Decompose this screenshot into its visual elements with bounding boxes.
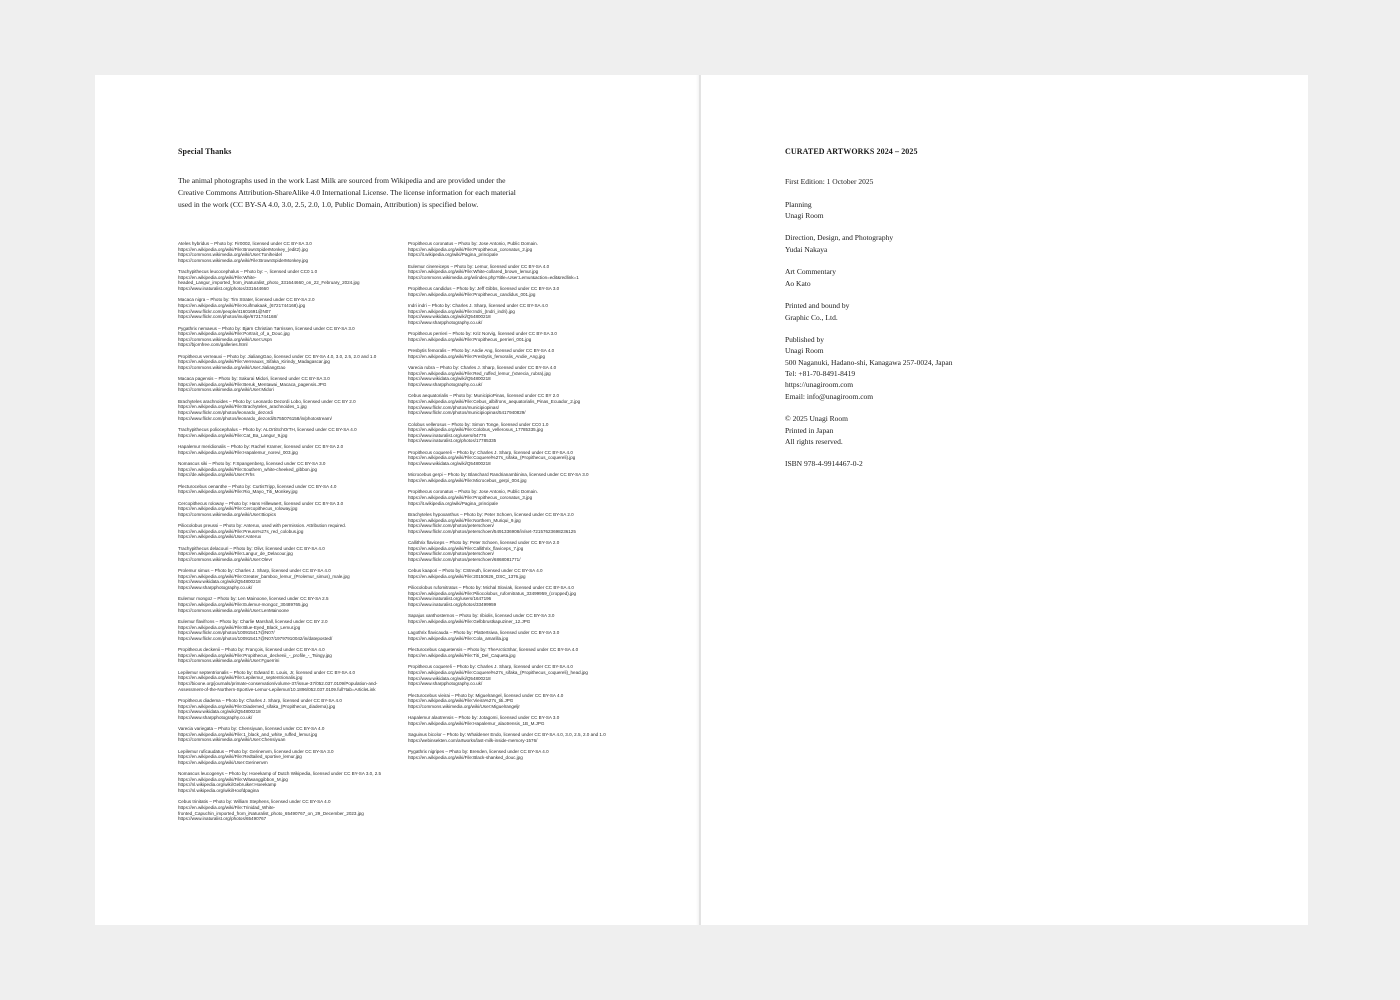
colophon-block <box>785 232 1105 255</box>
credit-source-url: https://www.wikidata.org/wiki/Q54800218 <box>408 314 491 320</box>
colophon-block <box>785 413 1105 447</box>
colophon-block <box>785 300 1105 323</box>
credit-source-url: https://www.sharpphotography.co.uk/ <box>178 714 253 720</box>
colophon-block <box>785 199 1105 222</box>
credit-entry <box>178 647 398 664</box>
colophon-line: Printed and bound by <box>785 301 850 311</box>
credit-source-url: https://en.wikipedia.org/wiki/File:Cercopithecus_roloway.jpg <box>178 506 298 512</box>
credit-source-url: https://en.wikipedia.org/wiki/File:Blue-Eyed_Black_Lemur.jpg <box>178 624 301 630</box>
credit-source-url: https://en.wikipedia.org/wiki/File:Langur_de_Delacour.jpg <box>178 551 293 557</box>
credit-source-url: https://www.inaturalist.org/users/64776 <box>408 432 487 438</box>
credit-entry <box>178 427 398 438</box>
credit-species-line: Hapalemur meridionalis – Photo by: Rachel Kramer, licensed under CC BY-SA 2.0 <box>178 444 344 449</box>
credit-source-url: https://en.wikipedia.org/wiki/File:Piliocolobus_rufomitratus_33499959_(cropped).jpg <box>408 590 577 596</box>
left-page <box>95 75 699 925</box>
credit-source-url: https://en.wikipedia.org/wiki/File:Indri_(Indri_indri).jpg <box>408 308 515 314</box>
credit-species-line: Prolemur simus – Photo by: Charles J. Sharp, licensed under CC BY-SA 4.0 <box>178 568 331 574</box>
credit-species-line: Plecturocebus caquetensis – Photo by: TheArcticShar, licensed under CC BY-SA 4.0 <box>408 647 579 653</box>
credits-column-left <box>178 241 398 828</box>
credit-source-url: https://www.wikidata.org/wiki/Q54800218 <box>408 460 491 466</box>
credit-source-url: https://en.wikipedia.org/wiki/File:BrownSpiderMonkey_(edit2).jpg <box>178 246 308 252</box>
credit-entry <box>408 241 628 258</box>
credit-source-url: https://en.wikipedia.org/wiki/File:Eulemur-mongoz_30489765.jpg <box>178 602 308 608</box>
credit-source-url: https://commons.wikimedia.org/wiki/User:JialiangGao <box>178 364 286 370</box>
credit-source-url: https://en.wikipedia.org/wiki/File:Northern_Muriqui_9.jpg <box>408 517 521 523</box>
credit-species-line: Lepilemur ruficaudatus – Photo by: Gerinenvm, licensed under CC BY-SA 3.0 <box>178 748 334 754</box>
credit-entry <box>408 472 628 483</box>
colophon-line: Graphic Co., Ltd. <box>785 312 838 322</box>
colophon-block <box>785 458 1105 469</box>
credit-species-line: Lepilemur septentrionalis – Photo by: Edward E. Louis, Jr, licensed under CC BY-SA 4.0 <box>178 669 356 675</box>
credit-source-url: https://bjornfree.com/galleries.html <box>178 342 248 348</box>
credit-source-url: https://commons.wikimedia.org/wiki/User:LenMainoone <box>178 607 289 613</box>
credit-source-url: https://en.wikipedia.org/wiki/File:20150626_DSC_1376.jpg <box>408 573 526 579</box>
credit-entry <box>178 749 398 766</box>
credit-source-url: https://commons.wikimedia.org/wiki/User:Fguerrini <box>178 658 280 664</box>
credit-source-url: https://en.wikipedia.org/wiki/User:Anterux <box>178 534 262 540</box>
credit-species-line: Sapajus xanthosternos – Photo by: ribiolis, licensed under CC BY-SA 3.0 <box>408 613 555 619</box>
colophon-block <box>785 266 1105 289</box>
credit-source-url: https://commons.wikimedia.org/wiki/File:BrownSpiderMonkey.jpg <box>178 257 309 263</box>
credit-source-url: https://en.wikipedia.org/wiki/File:Gelbbrustkapuziner_12.JPG <box>408 619 531 625</box>
credit-species-line: Propithecus diadema – Photo by: Charles J. Sharp, licensed under CC BY-SA 4.0 <box>178 697 342 703</box>
credit-source-url: https://en.wikipedia.org/wiki/File:Cola_amarilla.jpg <box>408 636 509 642</box>
credit-entry <box>408 512 628 534</box>
credit-entry <box>408 450 628 467</box>
credit-source-url: https://commons.wikimedia.org/wiki/User:Toniheidel <box>178 252 282 258</box>
credit-source-url: https://en.wikipedia.org/wiki/File:Propithecus_coronatus_2.jpg <box>408 246 533 252</box>
credit-species-line: Propithecus verreauxi – Photo by: JialiangGao, licensed under CC BY-SA 4.0, 3.0, 2.5, 2.0 and 1.0 <box>178 353 377 359</box>
credit-entry <box>408 422 628 444</box>
credit-species-line: Colobus vellerosus – Photo by: Simon Tonge, licensed under CC0 1.0 <box>408 421 549 427</box>
colophon-line: Art Commentary <box>785 267 837 277</box>
credit-source-url: https://www.wikidata.org/wiki/Q54800218 <box>178 709 261 715</box>
credit-entry <box>408 365 628 387</box>
credit-entry <box>408 613 628 624</box>
credit-species-line: Presbytis femoralis – Photo by: Andie Ang, licensed under CC BY-SA 4.0 <box>408 348 555 354</box>
credit-source-url: https://www.flickr.com/photos/100915417@N07/19797910042/in/dateposted/ <box>178 635 333 641</box>
credit-entry <box>178 619 398 641</box>
credit-entry <box>178 523 398 540</box>
credits-column-right <box>408 241 628 766</box>
credit-source-url: https://bioone.org/journals/primate-conservation/volume-37/issue-37/052.037.0109/Population-and-Assessment-of-the-Northern-Sportive-Lemur-Lepilemur/10.1896/052.037.0109.full?tab=ArticleLink <box>178 680 378 692</box>
credit-source-url: https://www.sharpphotography.co.uk/ <box>408 382 483 388</box>
credit-species-line: Varecia rubra – Photo by: Charles J. Sharp, licensed under CC BY-SA 4.0 <box>408 365 557 371</box>
credit-source-url: https://commons.wikimedia.org/wiki/User:Miguelrangeljr <box>408 703 520 709</box>
colophon-line: Yudai Nakaya <box>785 244 828 254</box>
credit-species-line: Eulemur flavifrons – Photo by: Charlie Marshall, licensed under CC BY 2.0 <box>178 619 328 625</box>
credit-entry <box>178 241 398 263</box>
credit-entry <box>178 399 398 421</box>
credit-species-line: Trachypithecus leucocephalus – Photo by: –, licensed under CC0 1.0 <box>178 269 318 275</box>
credit-source-url: https://www.inaturalist.org/users/1647196 <box>408 596 492 602</box>
credit-entry <box>408 749 628 760</box>
credit-species-line: Propithecus coronatus – Photo by: Jose Antonio, Public Domain. <box>408 241 538 246</box>
credit-source-url: https://en.wikipedia.org/wiki/File:Portrait_of_a_Douc.jpg <box>178 331 290 337</box>
credit-species-line: Eulemur cinereiceps – Photo by: Lemur, licensed under CC BY-SA 4.0 <box>408 263 550 269</box>
credit-source-url: https://en.wikipedia.org/wiki/File:Red_ruffed_lemur_(Varecia_rubra).jpg <box>408 370 551 376</box>
credit-source-url: https://nl.wikipedia.org/wiki/Gebruiker:Hoeekamp <box>178 782 277 788</box>
credit-source-url: https://commons.wikimedia.org/wiki/User:Chensiyuan <box>178 737 286 743</box>
credit-source-url: https://www.flickr.com/photos/peterschoen/ <box>408 551 494 557</box>
credit-species-line: Indri indri – Photo by: Charles J. Sharp, licensed under CC BY-SA 4.0 <box>408 303 548 309</box>
credit-source-url: https://www.wikidata.org/wiki/Q54800218 <box>408 376 491 382</box>
colophon-line: Ao Kato <box>785 278 811 288</box>
credit-species-line: Hapalemur alaotrensis – Photo by: Jotagomi, licensed under CC BY-SA 3.0 <box>408 715 560 721</box>
credit-species-line: Pygathrix nigripes – Photo by: Brenden, licensed under CC BY-SA 4.0 <box>408 749 549 755</box>
credit-source-url: https://www.flickr.com/photos/peterschoen/6868081771/ <box>408 556 521 562</box>
credit-source-url: https://www.wikidata.org/wiki/Q54800218 <box>408 675 491 681</box>
credit-entry <box>408 568 628 579</box>
credit-source-url: https://en.wikipedia.org/wiki/File:Witwanggibbon_M.jpg <box>178 776 288 782</box>
credit-source-url: https://en.wikipedia.org/wiki/File:Microcebus_gerpi_004.jpg <box>408 477 527 483</box>
colophon-line: Direction, Design, and Photography <box>785 233 894 243</box>
credit-entry <box>178 461 398 478</box>
credit-entry <box>178 799 398 821</box>
credit-source-url: https://commons.wikimedia.org/wiki/User:Olevr <box>178 556 273 562</box>
credit-source-url: https://commons.wikimedia.org/wiki/User:Midori <box>178 387 274 393</box>
credit-species-line: Cebus trinitatis – Photo by: William Stephens, licensed under CC BY-SA 4.0 <box>178 799 331 805</box>
credit-entry <box>178 484 398 495</box>
credit-species-line: Macaca pagensis – Photo by: Sakurai Midori, licensed under CC BY-SA 3.0 <box>178 376 330 382</box>
credit-source-url: https://en.wikipedia.org/wiki/File:Propithecus_candidus_001.jpg <box>408 291 536 297</box>
credit-species-line: Piliocolobus rufomitratus – Photo by: Michal Sloviak, licensed under CC BY-SA 4.0 <box>408 585 574 591</box>
credit-species-line: Eulemur mongoz – Photo by: Len Mainoone, licensed under CC BY-SA 2.5 <box>178 596 329 602</box>
credit-source-url: https://www.sharpphotography.co.uk/ <box>408 319 483 325</box>
credit-source-url: https://www.sharpphotography.co.uk/ <box>178 585 253 591</box>
credit-source-url: https://en.wikipedia.org/wiki/File:Hapalemur_alaotrensis_1B_M.JPG <box>408 720 545 726</box>
credit-source-url: https://en.wikipedia.org/wiki/File:Presbytis_femoralis_Andie_Ang.jpg <box>408 353 545 359</box>
credit-source-url: https://nl.wikipedia.org/wiki/Hoofdpagina <box>178 788 259 794</box>
credit-species-line: Piliocolobus preussi – Photo by: Anterux, used with permission. Attribution required. <box>178 523 347 529</box>
credit-source-url: https://www.flickr.com/photos/leonardo_dezordi/5755076158/in/photostream/ <box>178 415 332 421</box>
credit-source-url: https://www.inaturalist.org/photos/33499959 <box>408 602 497 608</box>
credit-source-url: https://en.wikipedia.org/wiki/File:Coquerel%27s_sifaka_(Propithecus_coquereli)_head.jpg <box>408 669 588 675</box>
colophon-details <box>785 176 1105 481</box>
credit-entry <box>178 297 398 319</box>
credit-species-line: Propithecus perrieri – Photo by: Kriz Norvig, licensed under CC BY-SA 3.0 <box>408 331 557 337</box>
credit-species-line: Macaca nigra – Photo by: Tim Strater, licensed under CC BY-SA 2.0 <box>178 297 315 303</box>
colophon-title: CURATED ARTWORKS 2024 – 2025 <box>785 147 918 156</box>
credit-source-url: https://en.wikipedia.org/wiki/File:Cat_Ba_Langur_9.jpg <box>178 432 288 438</box>
credit-source-url: https://en.wikipedia.org/wiki/File:Kuifmakaak_(6721744168).jpg <box>178 302 306 308</box>
credit-species-line: Propithecus candidus – Photo by: Jeff Gibbs, licensed under CC BY-SA 3.0 <box>408 286 560 292</box>
credit-source-url: https://it.wikipedia.org/wiki/Pagina_principale <box>408 500 498 506</box>
credit-source-url: https://www.inaturalist.org/photos/65490767 <box>178 816 267 822</box>
credit-entry <box>178 269 398 291</box>
credit-source-url: https://en.wikipedia.org/wiki/File:Coquerel%27s_sifaka_(Propithecus_coquereli).jpg <box>408 455 576 461</box>
credit-source-url: https://en.wikipedia.org/wiki/File:Propithecus_coronatus_3.jpg <box>408 494 533 500</box>
credit-source-url: https://en.wikipedia.org/wiki/File:Preuss%27s_red_colobus.jpg <box>178 528 304 534</box>
credit-source-url: https://www.flickr.com/photos/municipiopinas/5417940829/ <box>408 410 526 416</box>
credit-entry <box>408 393 628 415</box>
credit-entry <box>178 376 398 393</box>
credit-entry <box>408 348 628 359</box>
credit-source-url: https://en.wikipedia.org/wiki/File:Black-shanked_douc.jpg <box>408 754 523 760</box>
credit-entry <box>408 715 628 726</box>
credit-source-url: https://www.flickr.com/photos/leonardo_dezordi <box>178 410 273 416</box>
credit-source-url: https://en.wikipedia.org/wiki/File:Vieira%27s_titi.JPG <box>408 698 514 704</box>
credit-species-line: Lagothrix flavicauda – Photo by: Plattertsiwa, licensed under CC BY-SA 3.0 <box>408 630 560 636</box>
credit-species-line: Microcebus gerpi – Photo by: Blanchard Randrianambinina, licensed under CC BY-SA 3.0 <box>408 472 589 478</box>
colophon-line: Planning <box>785 199 812 209</box>
credit-species-line: Plecturocebus vieirai – Photo by: Miguelrangel, licensed under CC BY-SA 4.0 <box>408 692 564 698</box>
credit-species-line: Brachyteles arachnoides – Photo by: Leonardo Dezordi Lobo, licensed under CC BY 2.0 <box>178 398 356 404</box>
credit-source-url: https://en.wikipedia.org/wiki/File:Greater_bamboo_lemur_(Prolemur_simus)_male.jpg <box>178 573 350 579</box>
credit-entry <box>178 596 398 613</box>
credit-source-url: https://commons.wikimedia.org/w/index.php?title=User:Lemur&action=edit&redlink=1 <box>408 274 579 280</box>
credit-source-url: https://commons.wikimedia.org/wiki/User:Uspn <box>178 336 272 342</box>
credit-species-line: Callithrix flaviceps – Photo by: Peter Schoen, licensed under CC BY-SA 2.0 <box>408 540 560 546</box>
credit-species-line: Pygathrix nemaeus – Photo by: Bjørn Christian Tørrissen, licensed under CC BY-SA 3.0 <box>178 325 355 331</box>
credit-source-url: https://en.wikipedia.org/wiki/File:Beruk_Mentawai_Macaca_pagensis.JPG <box>178 381 327 387</box>
colophon-line: © 2025 Unagi Room <box>785 414 848 424</box>
credit-source-url: https://www.sharpphotography.co.uk/ <box>408 681 483 687</box>
credit-species-line: Cebus aequatorialis – Photo by: MunicipioPinas, licensed under CC BY 2.0 <box>408 393 560 399</box>
credit-source-url: https://en.wikipedia.org/wiki/File:Cebus_albifrons_aequatorialis_Pinas_Ecuador_2.jpg <box>408 399 581 405</box>
credit-source-url: https://de.wikipedia.org/wiki/User:Frhs <box>178 472 255 478</box>
credit-species-line: Brachyteles hypoxanthus – Photo by: Peter Schoen, licensed under CC BY-SA 2.0 <box>408 511 574 517</box>
credit-source-url: https://en.wikipedia.org/wiki/File:Hapalemur_norevi_003.jpg <box>178 449 298 455</box>
credit-entry <box>178 670 398 692</box>
credit-source-url: https://webinsekten.com/artworks/last-milk-inside-memory-1576/ <box>408 737 538 743</box>
credit-entry <box>178 354 398 371</box>
credit-entry <box>178 444 398 455</box>
credit-source-url: https://en.wikipedia.org/wiki/File:Titi_Del_Caqueta.jpg <box>408 653 516 658</box>
colophon-block <box>785 176 1105 187</box>
credit-species-line: Varecia variegata – Photo by: Chensiyuan, licensed under CC BY-SA 4.0 <box>178 726 325 732</box>
credit-entry <box>408 585 628 607</box>
license-intro-paragraph: The animal photographs used in the work Last Milk are sourced from Wikipedia and are provided under the Creative Commons Attribution-ShareAlike 4.0 International License. The license information for each material used in the work (CC BY-SA 4.0, 3.0, 2.5, 2.0, 1.0, Public Domain, Attribution) is specified below. <box>178 176 516 209</box>
credit-species-line: Saguinus bicolor – Photo by: Whaldener Endo, licensed under CC BY-SA 4.0, 3.0, 2.5, 2.0 and 1.0 <box>408 732 606 738</box>
credit-entry <box>408 664 628 686</box>
credit-source-url: https://www.inaturalist.org/photos/331644660 <box>178 285 269 291</box>
credit-source-url: https://commons.wikimedia.org/wiki/User:Biopics <box>178 511 277 517</box>
credit-entry <box>178 771 398 793</box>
credit-species-line: Trachypithecus delacouri – Photo by: Olivr, licensed under CC BY-SA 4.0 <box>178 545 325 551</box>
credit-source-url: https://en.wikipedia.org/wiki/File:Verreauxs_Sifaka_Kirindy_Madagascar.jpg <box>178 359 330 365</box>
credit-source-url: https://en.wikipedia.org/wiki/File:Propithecus_deckenii_-_profile_-_Tsingy.jpg <box>178 652 332 658</box>
credit-species-line: Nomascus siki – Photo by: F.Spangenberg, licensed under CC BY-SA 3.0 <box>178 460 326 466</box>
credit-source-url: https://en.wikipedia.org/wiki/File:Diademed_sifaka_(Propithecus_diadema).jpg <box>178 703 336 709</box>
colophon-line: Email: info@unagiroom.com <box>785 391 874 401</box>
credit-entry <box>178 546 398 563</box>
right-page <box>701 75 1308 925</box>
credit-species-line: Plecturocebus oenanthe – Photo by: CurtisTripp, licensed under CC BY-SA 4.0 <box>178 483 337 489</box>
credit-species-line: Propithecus deckenii – Photo by: François, licensed under CC BY-SA 4.0 <box>178 647 325 653</box>
credit-source-url: https://en.wikipedia.org/wiki/File:White-headed_Langur_imported_from_iNaturalist_photo_331644660_on_22_February_2024.jpg <box>178 274 360 286</box>
credit-species-line: Propithecus coquereli – Photo by: Charles J. Sharp, licensed under CC BY-SA 4.0 <box>408 664 573 670</box>
credit-entry <box>408 303 628 325</box>
credit-species-line: Nomascus leucogenys – Photo by: Hoeekamp of Dutch Wikipedia, licensed under CC BY-SA 3.0, 2.5 <box>178 771 382 777</box>
colophon-line: Tel: +81-70-8491-8419 <box>785 369 856 379</box>
colophon-line: Printed in Japan <box>785 425 834 435</box>
credit-species-line: Cebus kaapori – Photo by: CStreuth, licensed under CC BY-SA 4.0 <box>408 568 543 574</box>
credit-source-url: https://en.wikipedia.org/wiki/User:Gerinenvm <box>178 759 268 765</box>
colophon-block <box>785 334 1105 402</box>
credit-source-url: https://it.wikipedia.org/wiki/Pagina_principale <box>408 252 498 258</box>
credit-entry <box>408 540 628 562</box>
credit-source-url: https://en.wikipedia.org/wiki/File:White-collared_brown_lemur.jpg <box>408 269 539 275</box>
credit-entry <box>408 630 628 641</box>
credit-source-url: https://en.wikipedia.org/wiki/File:Callithrix_flaviceps_7.jpg <box>408 545 524 551</box>
credit-source-url: https://en.wikipedia.org/wiki/File:Colobus_vellerosus_17785335.jpg <box>408 427 543 433</box>
credit-entry <box>408 647 628 658</box>
credit-source-url: https://www.wikidata.org/wiki/Q54800218 <box>178 579 261 585</box>
credit-entry <box>178 568 398 590</box>
credit-entry <box>178 726 398 743</box>
credit-source-url: https://en.wikipedia.org/wiki/File:1_black_and_white_ruffed_lemur.jpg <box>178 731 318 737</box>
colophon-line: All rights reserved. <box>785 436 843 446</box>
credit-source-url: https://www.inaturalist.org/photos/17785335 <box>408 438 497 444</box>
credit-species-line: Ateles hybridus – Photo by: Fir0002, licensed under CC BY-SA 3.0 <box>178 241 312 246</box>
credit-source-url: https://en.wikipedia.org/wiki/File:Southern_white-cheeked_gibbon.jpg <box>178 466 318 472</box>
credit-species-line: Cercopithecus roloway – Photo by: Hans Hillewaert, licensed under CC BY-SA 3.0 <box>178 500 344 506</box>
credit-entry <box>178 698 398 720</box>
credit-entry <box>408 264 628 281</box>
colophon-line: https://unagiroom.com <box>785 380 854 390</box>
colophon-line: 500 Naganuki, Hadano-shi, Kanagawa 257-0024, Japan <box>785 357 953 367</box>
credit-source-url: https://en.wikipedia.org/wiki/File:Brachyteles_arachnoides_1.jpg <box>178 404 307 410</box>
credit-species-line: Trachypithecus poliocephalus – Photo by: ALOrtiSchOrTH, licensed under CC BY-SA 4.0 <box>178 427 357 433</box>
credit-entry <box>178 501 398 518</box>
credit-source-url: https://en.wikipedia.org/wiki/File:Trinidad_White-fronted_Capuchin_imported_from_iNaturalist_photo_65490767_on_29_December_2023.jpg <box>178 805 364 816</box>
credit-entry <box>408 286 628 297</box>
colophon-line: Unagi Room <box>785 210 824 220</box>
credit-source-url: https://en.wikipedia.org/wiki/File:Propithecus_perrieri_001.jpg <box>408 336 532 342</box>
special-thanks-heading: Special Thanks <box>178 147 232 156</box>
colophon-line: Published by <box>785 335 824 345</box>
credit-entry <box>408 331 628 342</box>
credit-source-url: https://www.flickr.com/photos/100915417@N07/ <box>178 630 275 636</box>
credit-entry <box>408 489 628 506</box>
credit-source-url: https://www.flickr.com/photos/municipiopinas/ <box>408 404 499 410</box>
credit-source-url: https://www.flickr.com/photos/peterschoen/ <box>408 523 494 529</box>
colophon-line: First Edition: 1 October 2025 <box>785 177 874 186</box>
credit-source-url: https://www.flickr.com/photos/inuitje/6721744168/ <box>178 314 278 320</box>
credit-source-url: https://www.flickr.com/people/41601691@N07 <box>178 308 271 314</box>
credit-entry <box>408 693 628 710</box>
credit-species-line: Propithecus coquereli – Photo by: Charles J. Sharp, licensed under CC BY-SA 4.0 <box>408 449 573 455</box>
credit-entry <box>408 732 628 743</box>
credit-source-url: https://en.wikipedia.org/wiki/File:Lepilemur_septentrionalis.jpg <box>178 675 303 681</box>
credit-source-url: https://en.wikipedia.org/wiki/File:Rio_Mayo_Titi_Monkey.jpg <box>178 489 298 495</box>
credit-source-url: https://en.wikipedia.org/wiki/File:Redtailed_sportive_lemur.jpg <box>178 754 302 760</box>
credit-source-url: https://www.flickr.com/photos/peterschoen/5491336908/in/set-72157623698236125 <box>408 528 576 534</box>
colophon-line: ISBN 978-4-9914467-0-2 <box>785 459 863 469</box>
credit-species-line: Propithecus coronatus – Photo by: Jose Antonio, Public Domain. <box>408 489 538 495</box>
colophon-line: Unagi Room <box>785 346 824 356</box>
credit-entry <box>178 326 398 348</box>
